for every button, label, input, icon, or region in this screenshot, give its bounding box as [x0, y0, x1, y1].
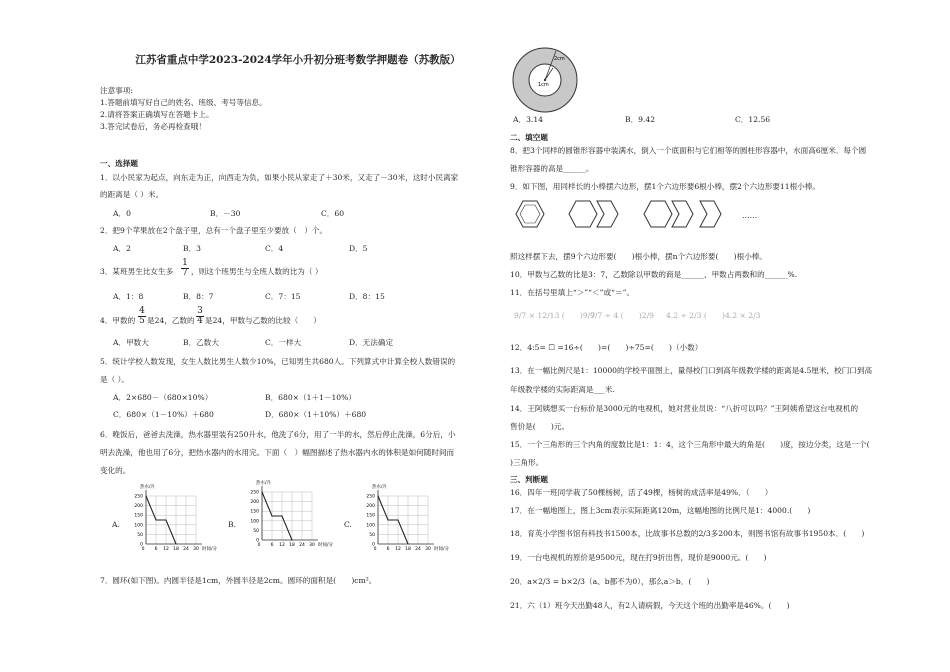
option: B．－30 — [210, 209, 241, 218]
y-tick-label: 0 — [372, 542, 375, 548]
y-tick-label: 100 — [366, 523, 375, 529]
question-stem: 15．一个三角形的三个内角的度数比是1：1：4，这个三角形中最大的角是( )度，按边分类，这是一个( — [510, 440, 870, 449]
x-axis-label: 时间/分 — [202, 547, 218, 552]
option: C．12.56 — [735, 115, 771, 124]
question-stem: 8．把3个同样的圆锥形容器中装满水，倒入一个底面积与它们相等的圆柱形容器中，水面高6厘米．每个圆 — [510, 146, 867, 155]
y-tick-label: 200 — [366, 504, 375, 510]
option: B．8：7 — [183, 292, 214, 301]
notice-item: 1.答题前填写好自己的姓名、班级、考号等信息。 — [100, 98, 267, 107]
option: D．680×（1＋10%）＋680 — [265, 410, 367, 419]
x-tick-label: 18 — [289, 543, 295, 548]
question-stem: 明去洗澡，他也用了6分，把热水器内的水用完。下面（ ）幅图描述了热水器内水的体积是如何随时间而 — [100, 448, 455, 457]
x-tick-label: 18 — [173, 547, 179, 552]
option: C．680×（1－10%）＋680 — [113, 410, 214, 419]
option: C．一样大 — [265, 338, 302, 347]
question-stem: 是24，乙数的 — [147, 316, 195, 325]
option: D．5 — [349, 244, 368, 253]
series-line — [262, 492, 292, 540]
y-tick-label: 200 — [134, 504, 143, 510]
question-stem: 10．甲数与乙数的比是3：7，乙数除以甲数的商是______，甲数占两数和的______%. — [510, 270, 798, 279]
question-stem: 3．某班男生比女生多 — [100, 267, 174, 276]
x-tick-label: 6 — [270, 543, 274, 548]
option: A. — [112, 520, 120, 529]
y-tick-label: 250 — [250, 490, 259, 496]
option: C．4 — [265, 244, 284, 253]
option: B．乙数大 — [183, 338, 219, 347]
origin-label: 0 — [373, 547, 377, 552]
x-tick-label: 30 — [193, 547, 199, 552]
option: C．7：15 — [265, 292, 301, 301]
option: D．无法确定 — [349, 338, 394, 347]
question-stem: 是24，甲数与乙数的比较（ ） — [205, 316, 321, 325]
origin-label: 0 — [141, 547, 145, 552]
question-stem: 1．以小民家为起点，向东走为正，向西走为负，如果小民从家走了＋30米，又走了－30米，这时小民离家 — [100, 173, 459, 182]
compare-item: 4.2 ÷ 2/3 ( )4.2 × 2/3 — [666, 311, 761, 320]
question-stem: 21．六（1）班今天出勤48人，有2人请病假，今天这个班的出勤率是46%。( ) — [510, 601, 790, 610]
option: B．3 — [183, 244, 202, 253]
option: B．680×（1＋1－10%） — [265, 393, 356, 402]
outer-radius-label: 2cm — [554, 56, 565, 62]
hexagon-figure — [515, 197, 775, 231]
question-stem: 的距离是（ ）米。 — [100, 190, 164, 199]
question-stem: 16．四年一班同学栽了50棵杨树，活了49棵，杨树的成活率是49%．（ ） — [510, 488, 773, 497]
question-stem: 17．在一幅地图上，图上3cm表示实际距离120m，这幅地图的比例尺是1：4000.( ) — [510, 506, 811, 515]
question-stem: )三角形。 — [510, 458, 544, 467]
option: C．60 — [321, 209, 345, 218]
option: A．2×680－（680×10%） — [113, 393, 213, 402]
y-tick-label: 100 — [250, 519, 259, 525]
question-stem: 18．育英小学图书馆有科技书1500本，比故事书总数的2/3多200本，则图书馆有故事书1950本．( ) — [510, 529, 865, 538]
question-stem: 9．如下图，用同样长的小棒摆六边形，摆1个六边形要6根小棒，摆2个六边形要11根小棒。 — [510, 182, 820, 191]
question-stem: 20．a×2/3 = b×2/3（a、b都不为0），那么a＞b．( ) — [510, 577, 710, 586]
x-tick-label: 24 — [415, 547, 421, 552]
section-heading: 一、选择题 — [100, 159, 138, 168]
option: A．2 — [113, 244, 131, 253]
section-heading: 二、填空题 — [510, 133, 548, 142]
y-axis-label: 热水/升 — [372, 485, 388, 490]
data-point — [377, 495, 378, 496]
chart-b — [236, 478, 346, 558]
x-tick-label: 12 — [279, 543, 285, 548]
question-stem: 6．晚饭后，爸爸去洗澡，热水器里装有250升水，他洗了6分，用了一半的水，然后停止洗澡，6分后，小 — [100, 430, 456, 439]
question-stem: 11．在括号里填上“＞”“＜”或“＝”。 — [510, 288, 635, 297]
x-tick-label: 30 — [309, 543, 315, 548]
data-point — [271, 515, 272, 516]
question-stem: 锥形容器的高是______。 — [510, 164, 594, 173]
question-stem: ，则这个班男生与全班人数的比为（ ） — [191, 267, 323, 276]
question-stem: 7．圆环(如下图)。内圆半径是1cm，外圆半径是2cm。圆环的面积是( )cm²。 — [100, 576, 377, 585]
data-point — [281, 515, 282, 516]
data-point — [155, 519, 156, 520]
x-tick-label: 24 — [183, 547, 189, 552]
question-stem: 是（ ）。 — [100, 375, 129, 384]
data-point — [165, 519, 166, 520]
option: A．甲数大 — [113, 338, 149, 347]
question-stem: 14．王阿姨想买一台标价是3000元的电视机，她对营业员说：“八折可以吗？”王阿姨希望这台电视机的 — [510, 404, 859, 413]
option: A．1：8 — [113, 292, 144, 301]
notice-item: 3.答完试卷后，务必再检查哦！ — [100, 122, 206, 131]
y-tick-label: 250 — [366, 494, 375, 500]
question-stem: 12．4:5= ☐ =16÷( )=( )÷75=( )（小数） — [510, 343, 703, 352]
data-point — [397, 519, 398, 520]
x-tick-label: 6 — [386, 547, 390, 552]
data-point — [387, 519, 388, 520]
y-tick-label: 50 — [253, 528, 259, 534]
notice-heading: 注意事项: — [100, 86, 133, 95]
ellipsis: …… — [742, 211, 758, 220]
fraction: $\frac{4}{5}$ — [139, 306, 145, 326]
y-axis-label: 热水/升 — [256, 481, 272, 486]
y-tick-label: 150 — [366, 513, 375, 519]
question-stem: 5．统计学校人数发现，女生人数比男生人数少10%，已知男生共680人。下列算式中计算全校人数错误的 — [100, 357, 456, 366]
data-point — [175, 543, 176, 544]
question-stem: 售价是( )元。 — [510, 422, 570, 431]
compare-item: 9/7 ÷ 4 ( )2/9 — [590, 311, 654, 320]
chart-a — [120, 482, 230, 562]
x-axis-label: 时间/分 — [434, 547, 450, 552]
x-tick-label: 24 — [299, 543, 305, 548]
page-title: 江苏省重点中学2023-2024学年小升初分班考数学押题卷（苏教版） — [135, 54, 461, 66]
fraction: $\frac{3}{4}$ — [197, 306, 203, 326]
option: C. — [344, 520, 352, 529]
question-stem: 19．一台电视机的原价是9500元，现在打9折出售，现价是9000元。( ) — [510, 553, 767, 562]
y-tick-label: 150 — [134, 513, 143, 519]
y-tick-label: 0 — [140, 542, 143, 548]
y-tick-label: 200 — [250, 500, 259, 506]
question-stem: 变化的。 — [100, 466, 131, 475]
option: D．8：15 — [349, 292, 385, 301]
series-line — [378, 496, 408, 544]
y-tick-label: 100 — [134, 523, 143, 529]
x-axis-label: 时间/分 — [318, 543, 334, 548]
fraction: $\frac{1}{7}$ — [182, 258, 188, 278]
option: A．0 — [113, 209, 131, 218]
compare-item: 9/7 × 12/13 ( )9/7 — [514, 311, 596, 320]
inner-radius-label: 1cm — [538, 82, 549, 88]
x-tick-label: 30 — [425, 547, 431, 552]
series-line — [146, 496, 176, 544]
question-stem: 2．把9个苹果放在2个盘子里，总有一个盘子里至少要放（ ）个。 — [100, 226, 328, 235]
data-point — [261, 491, 262, 492]
data-point — [291, 539, 292, 540]
x-tick-label: 18 — [405, 547, 411, 552]
chart-c — [352, 482, 462, 562]
y-tick-label: 0 — [256, 538, 259, 544]
x-tick-label: 6 — [154, 547, 158, 552]
question-stem: 年级教学楼的实际距离是___米. — [510, 385, 615, 394]
y-tick-label: 150 — [250, 509, 259, 515]
question-stem: 4．甲数的 — [100, 316, 136, 325]
question-stem: 照这样摆下去，摆9个六边形要( )根小棒，摆n个六边形要( )根小棒。 — [510, 252, 767, 261]
y-tick-label: 50 — [137, 532, 143, 538]
option: A．3.14 — [513, 115, 543, 124]
question-stem: 13．在一幅比例尺是1：10000的学校平面图上，量得校门口到高年级教学楼的距离是4.5厘米，校门口到高 — [510, 366, 873, 375]
ring-figure — [510, 45, 580, 115]
y-tick-label: 50 — [369, 532, 375, 538]
data-point — [407, 543, 408, 544]
origin-label: 0 — [257, 543, 261, 548]
section-heading: 三、判断题 — [510, 475, 548, 484]
y-tick-label: 250 — [134, 494, 143, 500]
option: B．9.42 — [625, 115, 656, 124]
data-point — [145, 495, 146, 496]
option: B. — [228, 520, 236, 529]
notice-item: 2.请将答案正确填写在答题卡上。 — [100, 110, 214, 119]
x-tick-label: 12 — [395, 547, 401, 552]
y-axis-label: 热水/升 — [140, 485, 156, 490]
x-tick-label: 12 — [163, 547, 169, 552]
